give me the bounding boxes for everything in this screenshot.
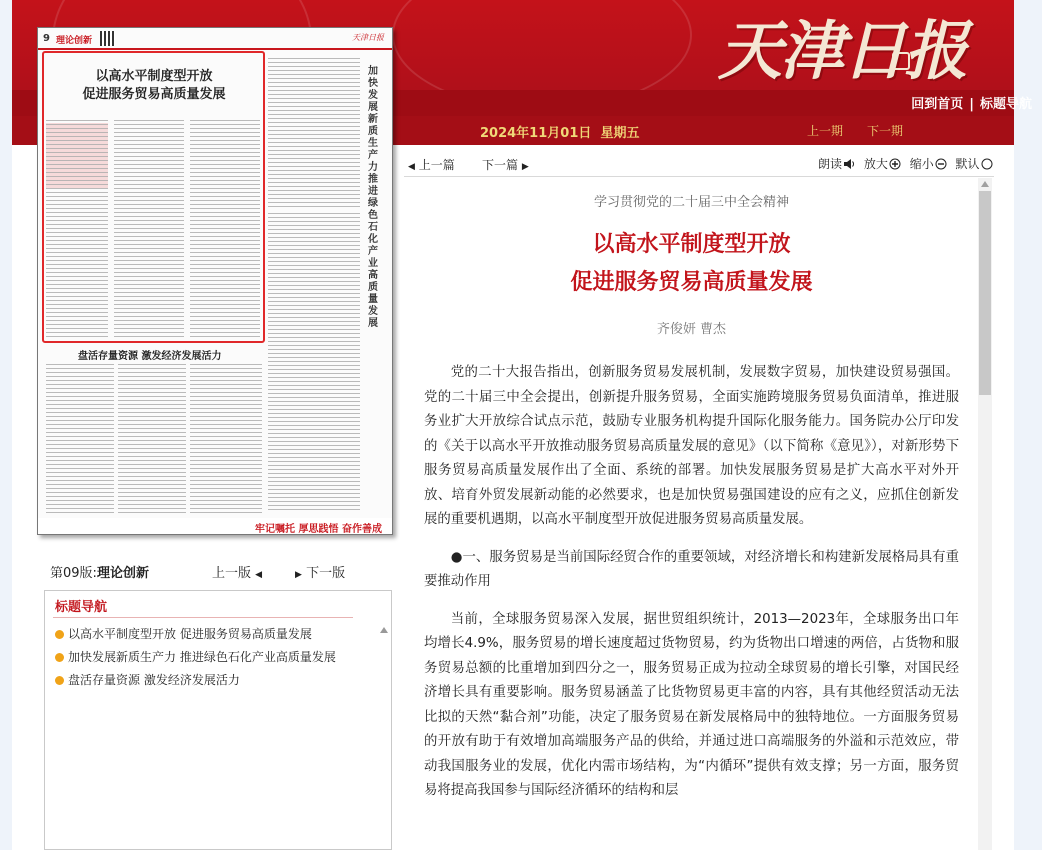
- title-nav-item[interactable]: [55, 625, 312, 642]
- divider: [53, 617, 353, 618]
- scroll-up-icon[interactable]: [380, 627, 388, 633]
- reading-tools: [818, 155, 998, 172]
- bullet-icon: [55, 630, 64, 639]
- page-thumbnail[interactable]: [37, 27, 393, 535]
- qr-code-icon: [100, 31, 115, 46]
- article-scrollbar[interactable]: [978, 178, 992, 850]
- scrollbar-thumb[interactable]: [979, 191, 991, 395]
- top-nav: [911, 93, 1032, 112]
- prev-page-link[interactable]: [212, 562, 262, 581]
- weekday-value: 星期五: [600, 126, 640, 141]
- newspaper-logo: 天津日报: [718, 14, 966, 89]
- next-issue-link[interactable]: 下一期: [867, 124, 904, 138]
- thumbnail-text-column: [268, 213, 360, 513]
- article-title: [424, 226, 959, 302]
- page-name: 理论创新: [96, 566, 149, 581]
- article-title-line: 促进服务贸易高质量发展: [570, 270, 813, 295]
- zoom-in-label: 放大: [863, 157, 888, 171]
- page-navigation: [50, 562, 390, 581]
- thumbnail-text-column: [190, 364, 262, 514]
- thumbnail-text-column: [268, 58, 360, 208]
- circle-icon: [981, 158, 993, 170]
- home-link[interactable]: 回到首页: [911, 97, 964, 112]
- default-size-button[interactable]: [956, 157, 993, 171]
- thumbnail-text-column: [118, 364, 186, 514]
- article-paragraph: 党的二十大报告指出，创新服务贸易发展机制，发展数字贸易，加快建设贸易强国。党的二十届三中全会提出，创新提升服务贸易，全面实施跨境服务贸易负面清单，推进服务业扩大开放综合试点示范，鼓励专业服务机构提升国际化服务能力。国务院办公厅印发的《关于以高水平开放推动服务贸易高质量发展的意见》（以下简称《意见》），对新形势下服务贸易高质量发展作出了全面、系统的部署。加快发展服务贸易是扩大高水平对外开放、培育外贸发展新动能的必然要求，也是加快贸易强国建设的应有之义，应抓住创新发展的重要机遇期，以高水平制度型开放促进服务贸易高质量发展。: [424, 365, 959, 527]
- thumbnail-subtitle: 盘活存量资源 激发经济发展活力: [78, 351, 222, 362]
- thumbnail-selected-article[interactable]: [42, 51, 265, 343]
- caret-right-icon: ▶: [521, 162, 529, 172]
- article-title-line: 以高水平制度型开放: [592, 232, 791, 257]
- read-aloud-button[interactable]: [818, 157, 855, 171]
- zoom-out-button[interactable]: [910, 157, 947, 171]
- zoom-in-button[interactable]: [864, 157, 901, 171]
- article-authors: 齐俊妍 曹杰: [656, 322, 727, 337]
- bullet-icon: [55, 676, 64, 685]
- logo-seal: [892, 52, 910, 70]
- title-navigation-heading: 标题导航: [55, 600, 108, 615]
- article-panel: [400, 145, 1014, 850]
- prev-article-label: 上一篇: [418, 158, 455, 172]
- thumbnail-text-column: [46, 364, 114, 514]
- thumbnail-header: [38, 28, 392, 50]
- prev-issue-link[interactable]: 上一期: [807, 124, 844, 138]
- article-section-heading: ●一、服务贸易是当前国际经贸合作的重要领域，对经济增长和构建新发展格局具有重要推动作用: [424, 549, 959, 589]
- thumbnail-title-line: 以高水平制度型开放: [95, 69, 213, 84]
- caret-right-icon: ▶: [295, 570, 302, 580]
- zoom-out-label: 缩小: [909, 157, 934, 171]
- next-article-link[interactable]: [482, 156, 529, 173]
- thumbnail-section: 理论创新: [56, 36, 93, 46]
- article-body: [424, 183, 959, 850]
- prev-article-link[interactable]: [408, 156, 455, 173]
- prev-page-label: 上一版: [212, 566, 252, 581]
- minus-circle-icon: [935, 158, 947, 170]
- title-nav-item-label: 以高水平制度型开放 促进服务贸易高质量发展: [68, 627, 312, 641]
- divider: [404, 176, 994, 177]
- article-toolbar: [400, 145, 1014, 177]
- thumbnail-slogan: 牢记嘱托 厚思践悟 奋作善成: [255, 524, 382, 535]
- title-nav-item[interactable]: [55, 648, 336, 665]
- thumbnail-side-title: 加快发展新质生产力 推进绿色石化产业高质量发展: [368, 66, 378, 329]
- title-nav-link[interactable]: 标题导航: [979, 97, 1032, 112]
- title-nav-item-label: 加快发展新质生产力 推进绿色石化产业高质量发展: [68, 650, 336, 664]
- next-page-label: 下一版: [306, 566, 346, 581]
- nav-separator: |: [969, 97, 974, 112]
- page-label: 第09版:: [50, 566, 97, 581]
- speaker-icon: [843, 158, 855, 170]
- title-nav-item[interactable]: [55, 671, 240, 688]
- thumbnail-logo: 天津日报: [352, 33, 384, 42]
- scroll-up-icon[interactable]: [981, 181, 989, 187]
- caret-left-icon: ◀: [408, 162, 415, 172]
- title-nav-item-label: 盘活存量资源 激发经济发展活力: [68, 673, 240, 687]
- plus-circle-icon: [889, 158, 901, 170]
- default-size-label: 默认: [955, 157, 980, 171]
- caret-left-icon: ◀: [255, 570, 263, 580]
- thumbnail-title-line: 促进服务贸易高质量发展: [82, 87, 226, 102]
- article-kicker: 学习贯彻党的二十届三中全会精神: [593, 195, 789, 210]
- bullet-icon: [55, 653, 64, 662]
- thumbnail-footer: [38, 518, 392, 534]
- article-paragraph: 当前，全球服务贸易深入发展，据世贸组织统计，2013—2023年，全球服务出口年均增长4.9%，服务贸易的增长速度超过货物贸易，约为货物出口增速的两倍，占货物和服务贸易总额的比重增加到四分之一，服务贸易正成为拉动全球贸易的增长引擎，对国民经济增长具有重要影响。服务贸易涵盖了比货物贸易更丰富的内容，具有其他经贸活动无法比拟的天然“黏合剂”功能，决定了服务贸易在新发展格局中的独特地位。一方面服务贸易的开放有助于有效增加高端服务产品的供给，并通过进口高端服务的外溢和示范效应，带动我国服务业的发展，优化内需市场结构，为“内循环”提供有效支撑；另一方面，服务贸易将提高我国参与国际经济循环的结构和层: [424, 611, 959, 798]
- date-value: 2024年11月01日: [480, 126, 592, 141]
- next-page-link[interactable]: [295, 562, 345, 581]
- issue-date: [480, 122, 639, 141]
- title-nav-scrollbar[interactable]: [379, 627, 389, 847]
- next-article-label: 下一篇: [482, 158, 519, 172]
- read-aloud-label: 朗读: [818, 157, 843, 171]
- thumbnail-page-number: 9: [43, 33, 50, 44]
- title-navigation-box: [44, 590, 392, 850]
